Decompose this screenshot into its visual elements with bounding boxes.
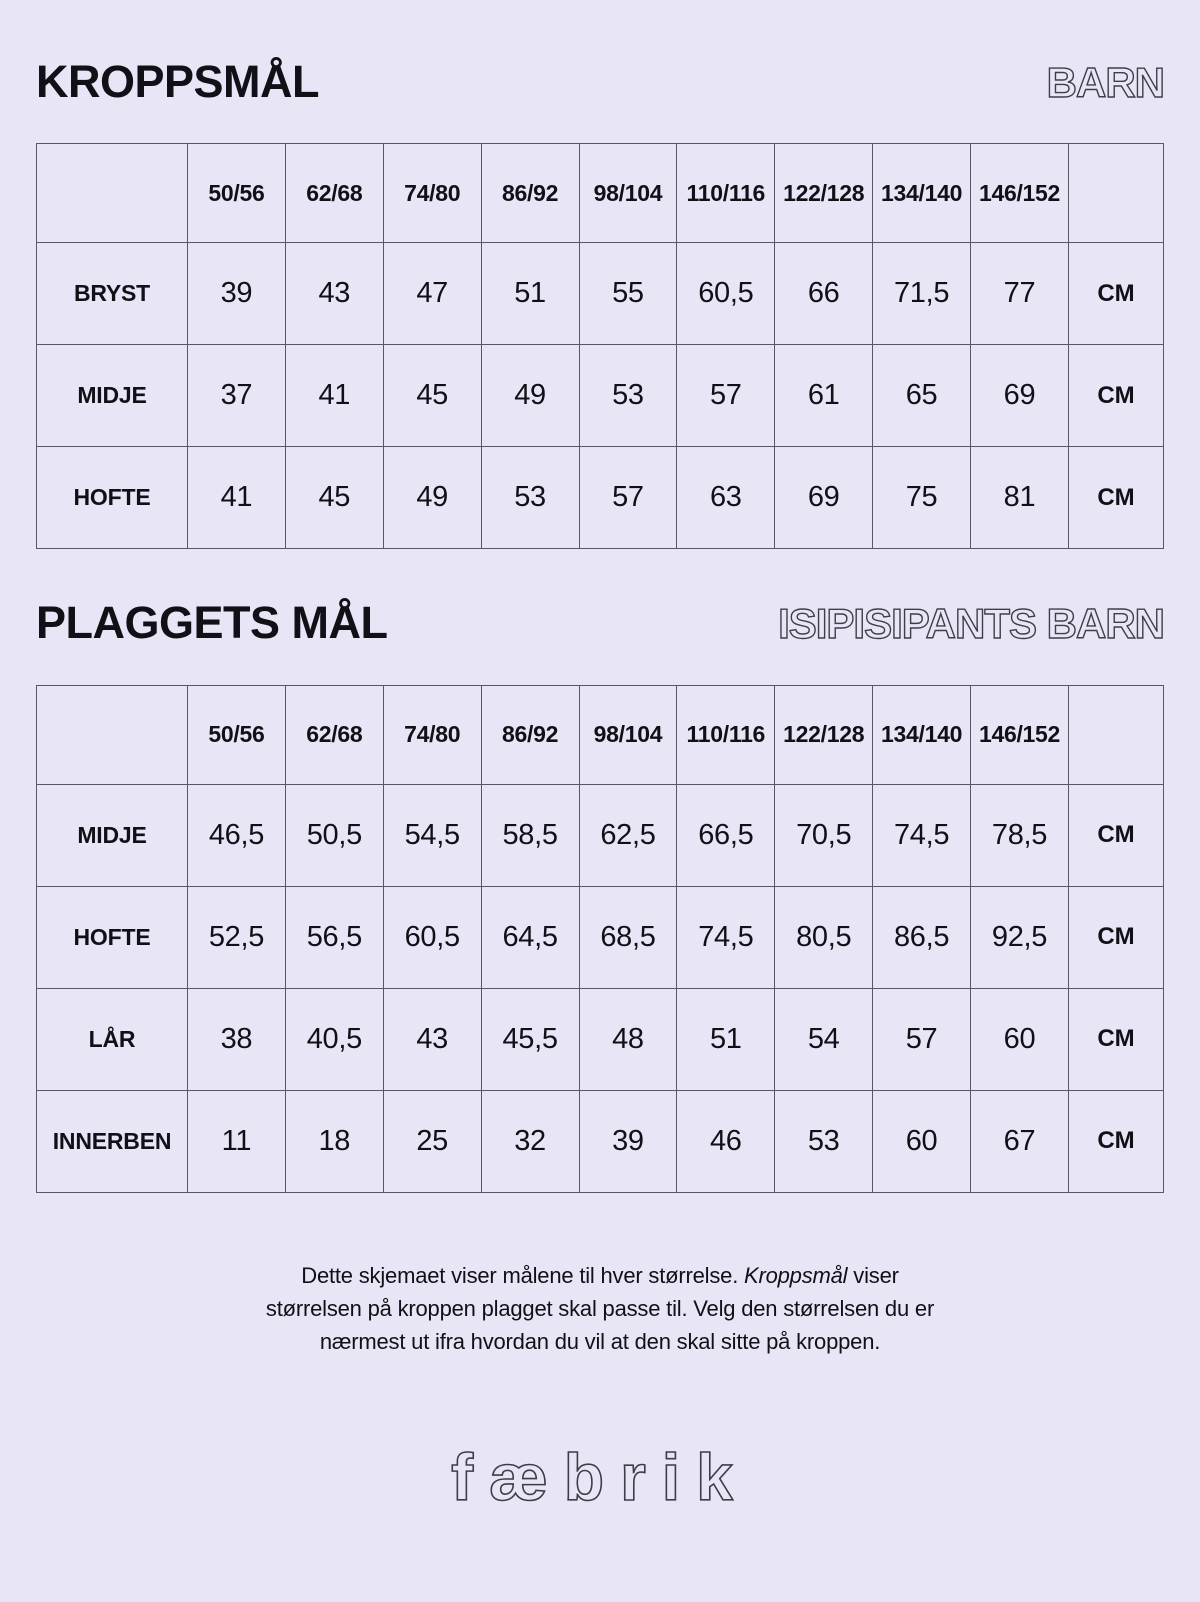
value-cell: 61: [775, 345, 873, 447]
value-cell: 39: [188, 243, 286, 345]
row-label-cell: HOFTE: [37, 447, 188, 549]
unit-cell: CM: [1069, 345, 1164, 447]
value-cell: 57: [579, 447, 677, 549]
value-cell: 64,5: [481, 886, 579, 988]
value-cell: 49: [383, 447, 481, 549]
size-header-cell: 110/116: [677, 685, 775, 784]
value-cell: 67: [971, 1090, 1069, 1192]
size-header-cell: 74/80: [383, 685, 481, 784]
note-text: nærmest ut ifra hvordan du vil at den skal sitte på kroppen.: [319, 1328, 881, 1354]
value-cell: 66: [775, 243, 873, 345]
value-cell: 57: [873, 988, 971, 1090]
value-cell: 60: [873, 1090, 971, 1192]
row-label-cell: MIDJE: [37, 784, 188, 886]
value-cell: 52,5: [188, 886, 286, 988]
unit-header-cell: [1069, 685, 1164, 784]
value-cell: 80,5: [775, 886, 873, 988]
value-cell: 45: [285, 447, 383, 549]
value-cell: 66,5: [677, 784, 775, 886]
value-cell: 62,5: [579, 784, 677, 886]
garment-measurements-header: [36, 597, 1164, 649]
table-row: [37, 447, 1164, 549]
value-cell: 53: [481, 447, 579, 549]
table-row: [37, 886, 1164, 988]
value-cell: 69: [775, 447, 873, 549]
value-cell: 74,5: [677, 886, 775, 988]
row-label-cell: LÅR: [37, 988, 188, 1090]
row-label-cell: MIDJE: [37, 345, 188, 447]
value-cell: 65: [873, 345, 971, 447]
size-header-cell: 134/140: [873, 144, 971, 243]
value-cell: 92,5: [971, 886, 1069, 988]
value-cell: 53: [775, 1090, 873, 1192]
value-cell: 74,5: [873, 784, 971, 886]
value-cell: 46,5: [188, 784, 286, 886]
unit-header-cell: [1069, 144, 1164, 243]
value-cell: 50,5: [285, 784, 383, 886]
size-header-cell: 98/104: [579, 144, 677, 243]
size-header-cell: 86/92: [481, 144, 579, 243]
value-cell: 54,5: [383, 784, 481, 886]
faebrik-logo: fæbrik: [451, 1439, 749, 1514]
value-cell: 60,5: [677, 243, 775, 345]
value-cell: 40,5: [285, 988, 383, 1090]
size-header-cell: 134/140: [873, 685, 971, 784]
value-cell: 53: [579, 345, 677, 447]
size-header-cell: 62/68: [285, 144, 383, 243]
garment-measurements-tag: ISIPISIPANTS BARN: [778, 600, 1164, 648]
value-cell: 75: [873, 447, 971, 549]
size-header-row: [37, 144, 1164, 243]
value-cell: 43: [383, 988, 481, 1090]
value-cell: 56,5: [285, 886, 383, 988]
size-header-cell: 110/116: [677, 144, 775, 243]
value-cell: 71,5: [873, 243, 971, 345]
size-header-cell: 146/152: [971, 144, 1069, 243]
size-header-row: [37, 685, 1164, 784]
value-cell: 43: [285, 243, 383, 345]
unit-cell: CM: [1069, 988, 1164, 1090]
body-measurements-tag: BARN: [1046, 59, 1164, 106]
value-cell: 46: [677, 1090, 775, 1192]
row-label-cell: BRYST: [37, 243, 188, 345]
value-cell: 69: [971, 345, 1069, 447]
size-header-cell: 122/128: [775, 685, 873, 784]
size-header-cell: 50/56: [188, 144, 286, 243]
value-cell: 45: [383, 345, 481, 447]
value-cell: 60,5: [383, 886, 481, 988]
value-cell: 63: [677, 447, 775, 549]
body-measurements-header: [36, 58, 1164, 105]
note-text: størrelsen på kroppen plagget skal passe til. Velg den størrelsen du er: [265, 1295, 935, 1321]
value-cell: 77: [971, 243, 1069, 345]
size-header-cell: 86/92: [481, 685, 579, 784]
unit-cell: CM: [1069, 243, 1164, 345]
value-cell: 60: [971, 988, 1069, 1090]
row-label-cell: HOFTE: [37, 886, 188, 988]
value-cell: 37: [188, 345, 286, 447]
size-header-cell: 74/80: [383, 144, 481, 243]
value-cell: 55: [579, 243, 677, 345]
row-label-cell: INNERBEN: [37, 1090, 188, 1192]
value-cell: 45,5: [481, 988, 579, 1090]
value-cell: 39: [579, 1090, 677, 1192]
corner-cell: [37, 144, 188, 243]
body-measurements-title: KROPPSMÅL: [36, 56, 320, 107]
unit-cell: CM: [1069, 784, 1164, 886]
note-text-italic: Kroppsmål: [744, 1262, 848, 1288]
value-cell: 48: [579, 988, 677, 1090]
value-cell: 49: [481, 345, 579, 447]
table-row: [37, 243, 1164, 345]
value-cell: 58,5: [481, 784, 579, 886]
unit-cell: CM: [1069, 1090, 1164, 1192]
value-cell: 38: [188, 988, 286, 1090]
sizing-note: [190, 1259, 1010, 1358]
value-cell: 41: [188, 447, 286, 549]
value-cell: 81: [971, 447, 1069, 549]
corner-cell: [37, 685, 188, 784]
unit-cell: CM: [1069, 886, 1164, 988]
body-measurements-table: [36, 143, 1164, 549]
unit-cell: CM: [1069, 447, 1164, 549]
size-header-cell: 62/68: [285, 685, 383, 784]
table-row: [37, 988, 1164, 1090]
value-cell: 11: [188, 1090, 286, 1192]
table-row: [37, 345, 1164, 447]
size-header-cell: 50/56: [188, 685, 286, 784]
table-row: [37, 1090, 1164, 1192]
size-header-cell: 146/152: [971, 685, 1069, 784]
size-header-cell: 98/104: [579, 685, 677, 784]
table-row: [37, 784, 1164, 886]
note-text: viser: [847, 1262, 899, 1288]
value-cell: 47: [383, 243, 481, 345]
value-cell: 25: [383, 1090, 481, 1192]
value-cell: 86,5: [873, 886, 971, 988]
note-text: Dette skjemaet viser målene til hver størrelse.: [301, 1262, 745, 1288]
garment-measurements-table: [36, 685, 1164, 1193]
value-cell: 70,5: [775, 784, 873, 886]
value-cell: 68,5: [579, 886, 677, 988]
value-cell: 32: [481, 1090, 579, 1192]
size-header-cell: 122/128: [775, 144, 873, 243]
value-cell: 18: [285, 1090, 383, 1192]
value-cell: 51: [677, 988, 775, 1090]
value-cell: 78,5: [971, 784, 1069, 886]
value-cell: 57: [677, 345, 775, 447]
value-cell: 41: [285, 345, 383, 447]
value-cell: 51: [481, 243, 579, 345]
garment-measurements-title: PLAGGETS MÅL: [36, 597, 388, 649]
value-cell: 54: [775, 988, 873, 1090]
